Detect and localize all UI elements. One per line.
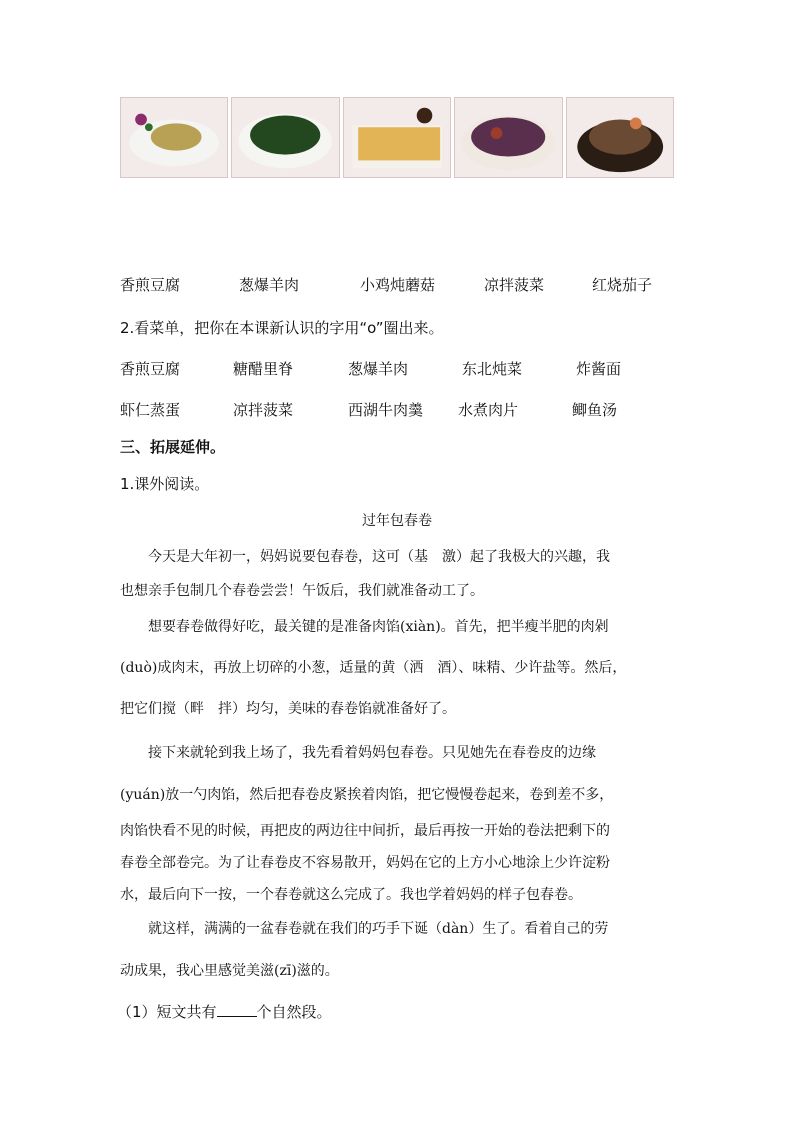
paragraph-line: 肉馅快看不见的时候，再把皮的两边往中间折，最后再按一开始的卷法把剩下的 <box>120 823 610 839</box>
menu-item: 糖醋里脊 <box>233 360 294 378</box>
paragraph-line: 也想亲手包制几个春卷尝尝！午饭后，我们就准备动工了。 <box>120 583 484 599</box>
question-2: 2.看菜单，把你在本课新认识的字用“o”圈出来。 <box>120 319 444 337</box>
paragraph-1 <box>120 546 676 614</box>
paragraph-4 <box>120 918 676 994</box>
paragraph-line: 接下来就轮到我上场了，我先看着妈妈包春卷。只见她先在春卷皮的边缘 <box>148 745 596 761</box>
menu-item: 西湖牛肉羹 <box>348 401 424 419</box>
story-title: 过年包春卷 <box>362 513 432 529</box>
paragraph-3 <box>120 742 676 916</box>
paragraph-line: 想要春卷做得好吃，最关键的是准备肉馅(xiàn)。首先，把半瘦半肥的肉剁 <box>148 619 609 635</box>
paragraph-2 <box>120 616 676 739</box>
menu-item: 虾仁蒸蛋 <box>120 401 181 419</box>
question-1-prefix: （1）短文共有 <box>117 1003 217 1021</box>
paragraph-line: (yuán)放一勺肉馅，然后把春卷皮紧挨着肉馅，把它慢慢卷起来，卷到差不多， <box>120 787 614 803</box>
question-1 <box>117 1001 332 1022</box>
dish-photo-1 <box>120 97 228 178</box>
dish-name: 香煎豆腐 <box>120 276 181 294</box>
paragraph-line: 春卷全部卷完。为了让春卷皮不容易散开，妈妈在它的上方小心地涂上少许淀粉 <box>120 855 610 871</box>
menu-item: 鲫鱼汤 <box>572 401 618 419</box>
question-1-suffix: 个自然段。 <box>256 1003 332 1021</box>
menu-item: 香煎豆腐 <box>120 360 181 378</box>
dish-name: 凉拌菠菜 <box>484 276 545 294</box>
paragraph-line: 就这样，满满的一盆春卷就在我们的巧手下诞（dàn）生了。看着自己的劳 <box>148 921 609 937</box>
dish-photo-5 <box>566 97 674 178</box>
dish-photo-3 <box>343 97 451 178</box>
menu-item: 水煮肉片 <box>458 401 519 419</box>
dish-name: 红烧茄子 <box>592 276 653 294</box>
dish-name: 葱爆羊肉 <box>239 276 300 294</box>
dish-name: 小鸡炖蘑菇 <box>360 276 436 294</box>
answer-blank[interactable] <box>217 1002 257 1017</box>
paragraph-line: 动成果，我心里感觉美滋(zī)滋的。 <box>120 963 339 979</box>
menu-item: 东北炖菜 <box>462 360 523 378</box>
dish-photo-4 <box>454 97 562 178</box>
paragraph-line: 水，最后向下一按，一个春卷就这么完成了。我也学着妈妈的样子包春卷。 <box>120 887 582 903</box>
menu-item: 炸酱面 <box>576 360 622 378</box>
paragraph-line: (duò)成肉末，再放上切碎的小葱，适量的黄（洒 酒）、味精、少许盐等。然后， <box>120 660 627 676</box>
paragraph-line: 把它们搅（畔 拌）均匀，美味的春卷馅就准备好了。 <box>120 701 456 717</box>
sub-heading: 1.课外阅读。 <box>120 475 210 493</box>
dish-photo-2 <box>231 97 339 178</box>
dish-photo-strip <box>120 97 674 178</box>
menu-item: 葱爆羊肉 <box>348 360 409 378</box>
section-heading: 三、拓展延伸。 <box>120 438 226 456</box>
paragraph-line: 今天是大年初一，妈妈说要包春卷，这可（基 激）起了我极大的兴趣，我 <box>148 549 610 565</box>
menu-item: 凉拌菠菜 <box>233 401 294 419</box>
